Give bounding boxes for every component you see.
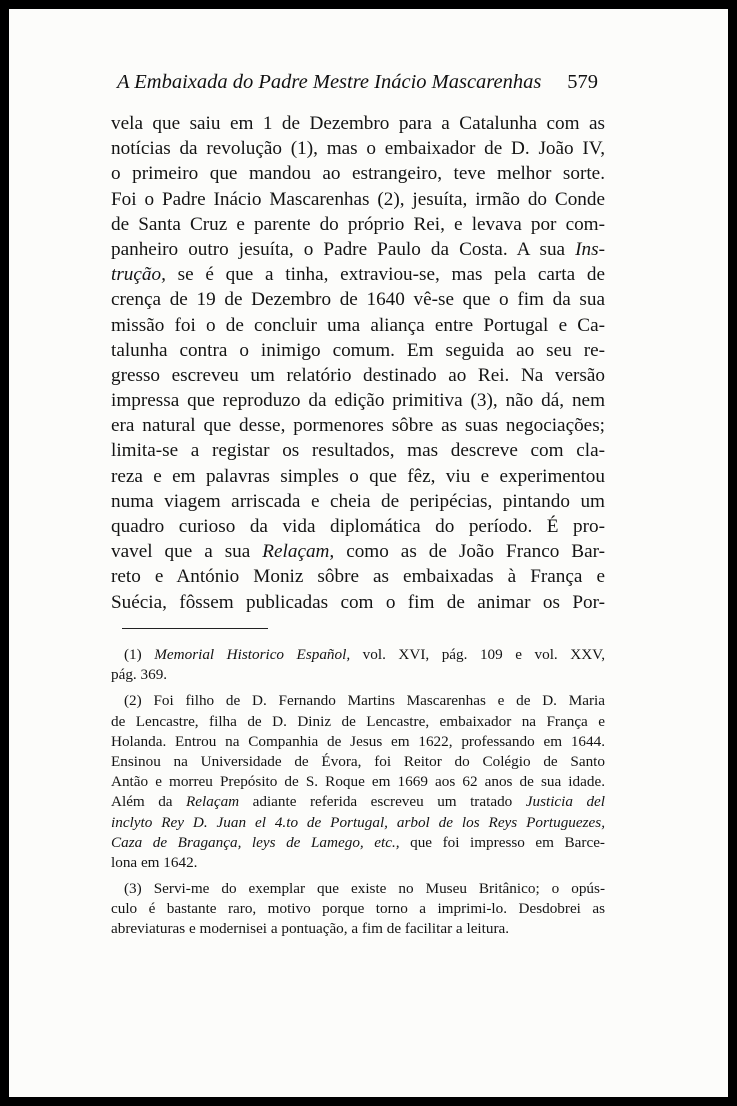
footnote-line: abreviaturas e modernisei a pontuação, a fim de facilitar a leitura. bbox=[111, 920, 510, 938]
text-line: reza e em palavras simples o que fêz, viu e experimentou bbox=[111, 465, 605, 487]
text-line: talunha contra o inimigo comum. Em seguida ao seu re- bbox=[111, 339, 605, 361]
text-line: era natural que desse, pormenores sôbre as suas negociações; bbox=[111, 415, 605, 437]
footnote-line: Holanda. Entrou na Companhia de Jesus em 1622, professando em 1644. bbox=[111, 732, 605, 750]
footnote-line: Além da Relaçam adiante referida escreveu um tratado Justicia del bbox=[111, 793, 605, 811]
footnote-3 bbox=[111, 879, 605, 940]
text-line: quadro curioso da vida diplomática do período. É pro- bbox=[111, 516, 605, 537]
text-line: gresso escreveu um relatório destinado ao Rei. Na versão bbox=[111, 364, 605, 386]
running-head: A Embaixada do Padre Mestre Inácio Mascarenhas bbox=[117, 71, 542, 93]
page-header bbox=[117, 71, 598, 101]
footnote-line: Ensinou na Universidade de Évora, foi Reitor do Colégio de Santo bbox=[111, 752, 605, 770]
text-line: notícias da revolução (1), mas o embaixador de D. João IV, bbox=[111, 138, 605, 160]
footnote-line: lona em 1642. bbox=[111, 853, 198, 871]
footnote-line: (2) Foi filho de D. Fernando Martins Mascarenhas e de D. Maria bbox=[124, 692, 605, 710]
text-line: crença de 19 de Dezembro de 1640 vê-se que o fim da sua bbox=[111, 289, 605, 311]
text-line: impressa que reproduzo da edição primitiva (3), não dá, nem bbox=[111, 390, 605, 412]
footnote-line: inclyto Rey D. Juan el 4.to de Portugal, arbol de los Reys Portuguezes, bbox=[111, 813, 605, 831]
text-line: o primeiro que mandou ao estrangeiro, teve melhor sorte. bbox=[111, 163, 605, 185]
footnote-line: culo é bastante raro, motivo porque torno a imprimi-lo. Desdobrei as bbox=[111, 900, 605, 918]
footnote-line: Antão e morreu Prepósito de S. Roque em 1669 aos 62 anos de sua idade. bbox=[111, 773, 605, 791]
footnote-line: (3) Servi-me do exemplar que existe no Museu Britânico; o opús- bbox=[124, 880, 605, 898]
text-line: limita-se a registar os resultados, mas descreve com cla- bbox=[111, 440, 605, 462]
footnote-line: (1) Memorial Historico Español, vol. XVI, pág. 109 e vol. XXV, bbox=[124, 646, 605, 663]
text-line: de Santa Cruz e parente do próprio Rei, e levava por com- bbox=[111, 213, 605, 235]
text-line: Foi o Padre Inácio Mascarenhas (2), jesuíta, irmão do Conde bbox=[111, 188, 605, 210]
text-line: missão foi o de concluir uma aliança entre Portugal e Ca- bbox=[111, 314, 605, 336]
footnotes bbox=[111, 645, 605, 940]
footnote-rule bbox=[122, 628, 268, 629]
main-text bbox=[111, 111, 605, 615]
footnote-2 bbox=[111, 691, 605, 873]
footnote-1 bbox=[111, 645, 605, 685]
text-line: panheiro outro jesuíta, o Padre Paulo da Costa. A sua Ins- bbox=[111, 238, 605, 260]
text-line: trução, se é que a tinha, extraviou-se, mas pela carta de bbox=[111, 264, 605, 286]
page-number: 579 bbox=[567, 71, 598, 93]
book-page bbox=[9, 9, 728, 1097]
text-line: reto e António Moniz sôbre as embaixadas à França e bbox=[111, 566, 605, 588]
text-line: vavel que a sua Relaçam, como as de João Franco Bar- bbox=[111, 541, 605, 563]
footnote-line: Caza de Bragança, leys de Lamego, etc., que foi impresso em Barce- bbox=[111, 833, 605, 851]
footnote-line: pág. 369. bbox=[111, 666, 168, 684]
text-line: numa viagem arriscada e cheia de peripécias, pintando um bbox=[111, 490, 605, 512]
footnote-line: de Lencastre, filha de D. Diniz de Lencastre, embaixador na França e bbox=[111, 712, 605, 730]
text-line: Suécia, fôssem publicadas com o fim de animar os Por- bbox=[111, 591, 605, 613]
text-line: vela que saiu em 1 de Dezembro para a Catalunha com as bbox=[111, 113, 605, 134]
